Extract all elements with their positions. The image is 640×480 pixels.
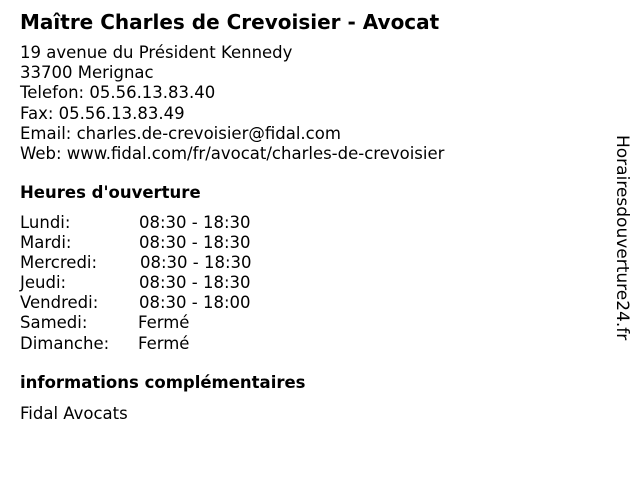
web-line: Web: www.fidal.com/fr/avocat/charles-de-crevoisier [20,143,445,163]
hours-day: Mercredi: [20,253,98,273]
hours-row [20,253,320,273]
address-line-city: 33700 Merignac [20,63,154,83]
page-title: Maître Charles de Crevoisier - Avocat [20,10,440,34]
hours-day: Lundi: [20,213,71,232]
hours-time: Fermé [138,313,190,333]
hours-row [20,313,320,333]
additional-info-heading: informations complémentaires [20,373,306,392]
contact-details [20,43,444,164]
hours-day: Vendredi: [20,293,99,313]
hours-row [20,273,320,293]
additional-info-text: Fidal Avocats [20,404,128,423]
hours-row [20,334,320,354]
hours-row [20,213,320,233]
hours-time: 08:30 - 18:30 [139,273,251,293]
opening-hours-heading: Heures d'ouverture [20,183,201,202]
phone-line: Telefon: 05.56.13.83.40 [20,83,216,103]
site-watermark: Horairesdouverture24.fr [612,135,632,341]
address-line-street: 19 avenue du Président Kennedy [20,43,293,62]
hours-row [20,233,320,253]
hours-time: Fermé [138,333,190,353]
fax-line: Fax: 05.56.13.83.49 [20,103,185,123]
hours-time: 08:30 - 18:30 [139,213,251,232]
hours-day: Jeudi: [20,273,67,293]
hours-row [20,293,320,313]
email-line: Email: charles.de-crevoisier@fidal.com [20,123,341,143]
opening-hours-table [20,213,320,354]
hours-day: Mardi: [20,233,72,253]
hours-time: 08:30 - 18:30 [140,253,252,273]
hours-day: Samedi: [20,313,88,333]
hours-time: 08:30 - 18:30 [139,233,251,253]
hours-time: 08:30 - 18:00 [139,293,251,313]
hours-day: Dimanche: [20,333,110,353]
